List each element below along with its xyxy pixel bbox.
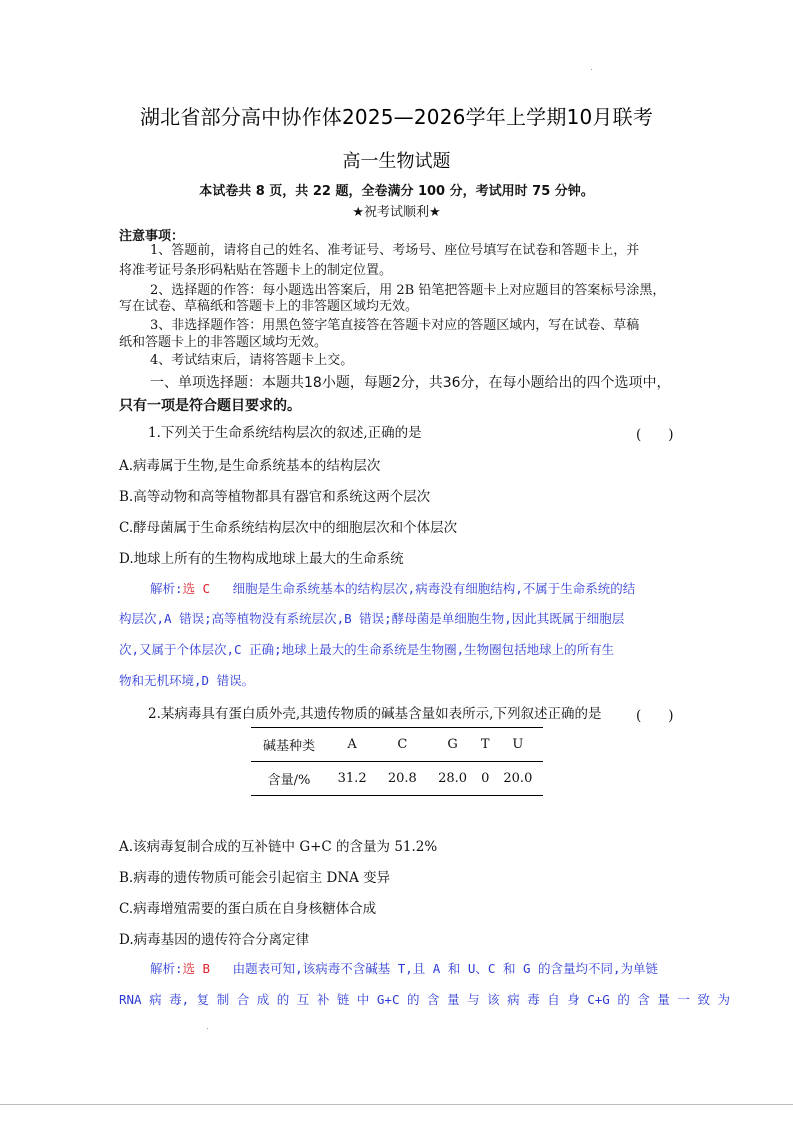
exam-info: 本试卷共 8 页，共 22 题，全卷满分 100 分，考试用时 75 分钟。 — [199, 184, 594, 199]
notes-heading: 注意事项： — [119, 229, 185, 244]
question-2 — [148, 702, 601, 722]
section-instruction: 一、单项选择题：本题共18小题，每题2分，共36分，在每小题给出的四个选项中， — [150, 375, 671, 391]
question-stem: 某病毒具有蛋白质外壳,其遗传物质的碱基含量如表所示,下列叙述正确的是 — [160, 706, 602, 722]
answer-paren: ( ) — [636, 708, 674, 724]
note-line: 将准考证号条形码粘贴在答题卡上的制定位置。 — [119, 263, 393, 278]
table-cell: 含量/% — [267, 773, 311, 788]
note-line: 1、答题前，请将自己的姓名、准考证号、考场号、座位号填写在试卷和答题卡上，并 — [150, 243, 640, 258]
option-b: B.高等动物和高等植物都具有器官和系统这两个层次 — [119, 489, 431, 505]
section-instruction-2: 只有一项是符合题目要求的。 — [119, 398, 301, 414]
explanation-lead: 解析: — [150, 961, 183, 976]
explanation-line: RNA 病 毒, 复 制 合 成 的 互 补 链 中 G+C 的 含 量 与 该 病 毒 自 身 C+G 的 含 量 一 致 为 — [119, 992, 730, 1007]
table-row — [251, 762, 543, 796]
exam-blessing: ★祝考试顺利★ — [352, 205, 441, 220]
table-cell: U — [493, 728, 543, 762]
option-b: B.病毒的遗传物质可能会引起宿主 DNA 变异 — [119, 870, 391, 886]
question-number: 2. — [148, 706, 161, 722]
exam-title: 湖北省部分高中协作体2025—2026学年上学期10月联考 — [139, 105, 654, 129]
note-line: 纸和答题卡上的非答题区域均无效。 — [119, 335, 328, 350]
question-1 — [148, 421, 422, 441]
table-cell: 20.0 — [503, 771, 533, 786]
explanation-line — [150, 579, 635, 597]
option-a: A.病毒属于生物,是生命系统基本的结构层次 — [119, 458, 381, 474]
explanation-line: 构层次,A 错误;高等植物没有系统层次,B 错误;酵母菌是单细胞生物,因此其既属于细胞层 — [119, 611, 625, 626]
explanation-text: 细胞是生命系统基本的结构层次,病毒没有细胞结构,不属于生命系统的结 — [232, 581, 636, 596]
explanation-lead: 解析: — [150, 581, 183, 596]
scan-speck — [591, 69, 592, 70]
answer-paren: ( ) — [636, 427, 674, 443]
exam-subtitle: 高一生物试题 — [342, 151, 451, 172]
note-line: 2、选择题的作答：每小题选出答案后，用 2B 铅笔把答题卡上对应题目的答案标号涂黑， — [150, 283, 666, 298]
table-cell: T — [478, 728, 493, 762]
note-line: 写在试卷、草稿纸和答题卡上的非答题区域均无效。 — [119, 299, 419, 314]
note-line: 3、非选择题作答：用黑色签字笔直接答在答题卡对应的答题区域内，写在试卷、草稿 — [150, 318, 640, 333]
question-stem: 下列关于生命系统结构层次的叙述,正确的是 — [160, 425, 422, 441]
explanation-answer: 选 B — [182, 961, 211, 976]
explanation-line: 物和无机环境,D 错误。 — [119, 673, 255, 688]
option-c: C.酵母菌属于生命系统结构层次中的细胞层次和个体层次 — [119, 520, 458, 536]
option-a: A.该病毒复制合成的互补链中 G+C 的含量为 51.2% — [119, 839, 438, 855]
option-d: D.病毒基因的遗传符合分离定律 — [119, 932, 310, 948]
note-line: 4、考试结束后，请将答题卡上交。 — [150, 353, 354, 368]
table-cell: 31.2 — [337, 771, 367, 786]
table-cell: 20.8 — [387, 771, 417, 786]
explanation-text: 由题表可知,该病毒不含碱基 T,且 A 和 U、C 和 G 的含量均不同,为单链 — [232, 961, 659, 976]
table-cell: C — [377, 728, 427, 762]
base-content-table — [251, 727, 543, 796]
table-cell: 0 — [481, 771, 490, 786]
explanation-answer: 选 C — [182, 581, 211, 596]
table-cell: G — [427, 728, 477, 762]
explanation-line: 次,又属于个体层次,C 正确;地球上最大的生命系统是生物圈,生物圈包括地球上的所有生 — [119, 642, 615, 657]
table-cell: 28.0 — [438, 771, 468, 786]
table-cell: A — [327, 728, 377, 762]
option-c: C.病毒增殖需要的蛋白质在自身核糖体合成 — [119, 901, 377, 917]
page-bottom-edge — [0, 1104, 793, 1105]
question-number: 1. — [148, 425, 161, 441]
option-d: D.地球上所有的生物构成地球上最大的生命系统 — [119, 551, 404, 567]
table-cell: 碱基种类 — [251, 728, 327, 762]
table-header-row — [251, 728, 543, 762]
explanation-line — [150, 959, 658, 977]
scan-speck — [207, 1028, 208, 1029]
